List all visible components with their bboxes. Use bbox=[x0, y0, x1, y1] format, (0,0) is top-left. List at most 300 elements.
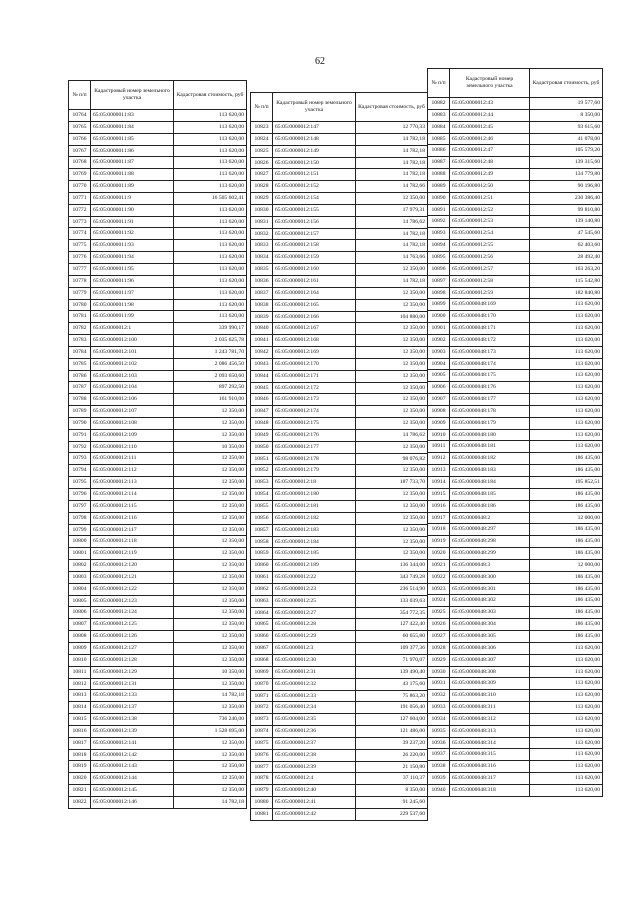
cadastral-value: 186 435,00 bbox=[530, 500, 603, 512]
table-row bbox=[69, 500, 247, 512]
table-row bbox=[428, 251, 603, 263]
row-number: 10876 bbox=[251, 749, 273, 761]
cadastral-value: 113 620,00 bbox=[530, 654, 603, 666]
cadastral-value: 14 786,62 bbox=[356, 429, 428, 441]
cadastral-number: 65:05:0000012:58 bbox=[450, 275, 530, 287]
cadastral-number: 65:05:0000012:110 bbox=[91, 441, 174, 453]
row-number: 10843 bbox=[251, 358, 273, 370]
row-number: 10932 bbox=[428, 690, 450, 702]
row-number: 10812 bbox=[69, 678, 91, 690]
table-row bbox=[251, 382, 428, 394]
cadastral-value: 14 782,18 bbox=[356, 228, 428, 240]
cadastral-value: 60 655,80 bbox=[356, 631, 428, 643]
cadastral-table-1 bbox=[68, 80, 247, 809]
cadastral-value: 113 620,00 bbox=[174, 252, 247, 264]
cadastral-value: 113 620,00 bbox=[174, 121, 247, 133]
cadastral-number: 65:05:0000012:128 bbox=[91, 654, 174, 666]
cadastral-value: 14 782,18 bbox=[356, 133, 428, 145]
table-row bbox=[69, 394, 247, 406]
cadastral-value: 12 350,00 bbox=[174, 429, 247, 441]
cadastral-number: 65:05:0000012:167 bbox=[273, 323, 356, 335]
cadastral-value: 12 350,00 bbox=[174, 607, 247, 619]
cadastral-value: 12 350,00 bbox=[356, 524, 428, 536]
table-row bbox=[428, 334, 603, 346]
table-row bbox=[69, 228, 247, 240]
table-row bbox=[251, 702, 428, 714]
cadastral-number: 65:05:0000012:40 bbox=[273, 785, 356, 797]
table-row bbox=[69, 287, 247, 299]
cadastral-value: 12 350,00 bbox=[174, 702, 247, 714]
cadastral-value: 19 577,60 bbox=[530, 98, 603, 110]
table-row bbox=[251, 133, 428, 145]
row-number: 10845 bbox=[251, 382, 273, 394]
cadastral-number: 65:05:0000012:171 bbox=[273, 370, 356, 382]
table-row bbox=[251, 607, 428, 619]
row-number: 10846 bbox=[251, 394, 273, 406]
row-number: 10860 bbox=[251, 560, 273, 572]
table-row bbox=[69, 725, 247, 737]
row-number: 10819 bbox=[69, 761, 91, 773]
row-number: 10823 bbox=[251, 122, 273, 134]
table-row bbox=[69, 536, 247, 548]
cadastral-value: 127 604,00 bbox=[356, 714, 428, 726]
cadastral-value: 113 620,00 bbox=[530, 346, 603, 358]
row-number: 10903 bbox=[428, 346, 450, 358]
cadastral-number: 65:05:0000012:173 bbox=[273, 394, 356, 406]
row-number: 10764 bbox=[69, 110, 91, 122]
cadastral-value: 343 749,28 bbox=[356, 572, 428, 584]
cadastral-value: 1 528 695,00 bbox=[174, 725, 247, 737]
table-row bbox=[69, 690, 247, 702]
table-row bbox=[251, 749, 428, 761]
row-number: 10924 bbox=[428, 595, 450, 607]
table-row bbox=[428, 98, 603, 110]
cadastral-number: 65:05:0000048:311 bbox=[450, 702, 530, 714]
cadastral-number: 65:05:0000012:46 bbox=[450, 133, 530, 145]
row-number: 10885 bbox=[428, 133, 450, 145]
row-number: 10909 bbox=[428, 417, 450, 429]
row-number: 10794 bbox=[69, 465, 91, 477]
row-number: 10935 bbox=[428, 725, 450, 737]
table-row bbox=[251, 536, 428, 548]
cadastral-number: 65:05:0000012:179 bbox=[273, 465, 356, 477]
cadastral-value: 12 350,00 bbox=[356, 335, 428, 347]
cadastral-number: 65:05:0000012:149 bbox=[273, 145, 356, 157]
cadastral-value: 136 344,00 bbox=[356, 560, 428, 572]
cadastral-number: 65:05:0000048:307 bbox=[450, 654, 530, 666]
cadastral-number: 65:05:0000012:116 bbox=[91, 512, 174, 524]
cadastral-number: 65:05:0000012:56 bbox=[450, 251, 530, 263]
cadastral-value: 14 782,18 bbox=[356, 275, 428, 287]
row-number: 10826 bbox=[251, 157, 273, 169]
cadastral-number: 65:05:0000012:50 bbox=[450, 180, 530, 192]
cadastral-number: 65:05:0000048:304 bbox=[450, 619, 530, 631]
cadastral-number: 65:05:0000012:33 bbox=[273, 690, 356, 702]
row-number: 10801 bbox=[69, 548, 91, 560]
cadastral-value: 113 620,00 bbox=[530, 737, 603, 749]
row-number: 10774 bbox=[69, 228, 91, 240]
row-number: 10880 bbox=[251, 797, 273, 809]
cadastral-value: 236 514,90 bbox=[356, 583, 428, 595]
cadastral-value: 115 542,80 bbox=[530, 275, 603, 287]
header-cadastral-value: Кадастровая стоимость, руб bbox=[356, 93, 428, 122]
cadastral-value: 139 140,80 bbox=[530, 216, 603, 228]
row-number: 10917 bbox=[428, 512, 450, 524]
cadastral-value: 139 490,40 bbox=[356, 666, 428, 678]
cadastral-value: 134 779,80 bbox=[530, 169, 603, 181]
table-row bbox=[428, 405, 603, 417]
table-row bbox=[251, 418, 428, 430]
cadastral-number: 65:05:0000012:106 bbox=[91, 394, 174, 406]
cadastral-value: 113 620,00 bbox=[530, 773, 603, 785]
table-row bbox=[251, 429, 428, 441]
row-number: 10908 bbox=[428, 405, 450, 417]
table-row bbox=[69, 417, 247, 429]
cadastral-value: 897 292,50 bbox=[174, 382, 247, 394]
table-row bbox=[428, 465, 603, 477]
table-row bbox=[251, 287, 428, 299]
cadastral-number: 65:05:0000012:182 bbox=[273, 512, 356, 524]
row-number: 10769 bbox=[69, 169, 91, 181]
row-number: 10770 bbox=[69, 181, 91, 193]
table-row bbox=[251, 181, 428, 193]
cadastral-value: 12 350,00 bbox=[356, 193, 428, 205]
row-number: 10859 bbox=[251, 548, 273, 560]
row-number: 10824 bbox=[251, 133, 273, 145]
row-number: 10804 bbox=[69, 583, 91, 595]
row-number: 10930 bbox=[428, 666, 450, 678]
cadastral-number: 65:05:0000012:131 bbox=[91, 678, 174, 690]
table-row bbox=[251, 299, 428, 311]
cadastral-value: 12 350,00 bbox=[174, 595, 247, 607]
cadastral-number: 65:05:0000048:179 bbox=[450, 417, 530, 429]
cadastral-value: 186 435,00 bbox=[530, 453, 603, 465]
cadastral-number: 65:05:0000012:120 bbox=[91, 560, 174, 572]
table-row bbox=[251, 548, 428, 560]
table-row bbox=[69, 370, 247, 382]
cadastral-value: 12 350,00 bbox=[174, 737, 247, 749]
cadastral-number: 65:05:0000012:126 bbox=[91, 631, 174, 643]
cadastral-value: 113 620,00 bbox=[174, 181, 247, 193]
cadastral-number: 65:05:0000012:158 bbox=[273, 240, 356, 252]
cadastral-number: 65:05:0000012:151 bbox=[273, 169, 356, 181]
cadastral-number: 65:05:0000048:172 bbox=[450, 334, 530, 346]
row-number: 10897 bbox=[428, 275, 450, 287]
cadastral-value: 12 350,00 bbox=[356, 264, 428, 276]
row-number: 10871 bbox=[251, 690, 273, 702]
cadastral-number: 65:05:0000012:111 bbox=[91, 453, 174, 465]
row-number: 10891 bbox=[428, 204, 450, 216]
row-number: 10920 bbox=[428, 548, 450, 560]
row-number: 10802 bbox=[69, 560, 91, 572]
header-cadastral-number: Кадастровый номер земельного участка bbox=[91, 81, 174, 110]
table-row bbox=[69, 465, 247, 477]
cadastral-number: 65:05:0000012:113 bbox=[91, 477, 174, 489]
cadastral-value: 113 620,00 bbox=[530, 713, 603, 725]
table-row bbox=[251, 583, 428, 595]
row-number: 10835 bbox=[251, 264, 273, 276]
cadastral-value: 12 000,00 bbox=[530, 512, 603, 524]
row-number: 10902 bbox=[428, 334, 450, 346]
row-number: 10829 bbox=[251, 193, 273, 205]
table-row bbox=[69, 560, 247, 572]
row-number: 10821 bbox=[69, 785, 91, 797]
row-number: 10771 bbox=[69, 192, 91, 204]
row-number: 10884 bbox=[428, 121, 450, 133]
row-number: 10865 bbox=[251, 619, 273, 631]
cadastral-number: 65:05:0000012:161 bbox=[273, 275, 356, 287]
cadastral-number: 65:05:0000012:159 bbox=[273, 252, 356, 264]
row-number: 10873 bbox=[251, 714, 273, 726]
cadastral-value: 113 620,00 bbox=[530, 394, 603, 406]
row-number: 10934 bbox=[428, 713, 450, 725]
cadastral-number: 65:05:0000012:166 bbox=[273, 311, 356, 323]
table-row bbox=[251, 311, 428, 323]
cadastral-value: 12 350,00 bbox=[174, 548, 247, 560]
table-row bbox=[69, 737, 247, 749]
cadastral-value: 12 350,00 bbox=[174, 773, 247, 785]
cadastral-number: 65:05:0000012:178 bbox=[273, 453, 356, 465]
table-row bbox=[428, 275, 603, 287]
cadastral-number: 65:05:0000012:160 bbox=[273, 264, 356, 276]
table-row bbox=[69, 263, 247, 275]
cadastral-value: 37 110,37 bbox=[356, 773, 428, 785]
table-row bbox=[251, 465, 428, 477]
cadastral-number: 65:05:0000048:305 bbox=[450, 630, 530, 642]
table-row bbox=[251, 323, 428, 335]
row-number: 10844 bbox=[251, 370, 273, 382]
table-row bbox=[69, 678, 247, 690]
cadastral-value: 113 620,00 bbox=[174, 228, 247, 240]
header-num: № п/п bbox=[69, 81, 91, 110]
row-number: 10919 bbox=[428, 536, 450, 548]
cadastral-number: 65:05:0000011:92 bbox=[91, 228, 174, 240]
row-number: 10841 bbox=[251, 335, 273, 347]
row-number: 10818 bbox=[69, 749, 91, 761]
row-number: 10939 bbox=[428, 773, 450, 785]
cadastral-number: 65:05:0000048:182 bbox=[450, 453, 530, 465]
row-number: 10888 bbox=[428, 169, 450, 181]
cadastral-number: 65:05:0000048:298 bbox=[450, 536, 530, 548]
row-number: 10800 bbox=[69, 536, 91, 548]
table-row bbox=[69, 169, 247, 181]
cadastral-value: 113 620,00 bbox=[530, 429, 603, 441]
row-number: 10780 bbox=[69, 299, 91, 311]
row-number: 10910 bbox=[428, 429, 450, 441]
cadastral-value: 133 039,63 bbox=[356, 595, 428, 607]
row-number: 10849 bbox=[251, 429, 273, 441]
table-row bbox=[251, 228, 428, 240]
cadastral-value: 12 350,00 bbox=[356, 299, 428, 311]
table-row bbox=[251, 252, 428, 264]
table-row bbox=[428, 500, 603, 512]
table-row bbox=[428, 477, 603, 489]
cadastral-value: 195 852,51 bbox=[530, 477, 603, 489]
cadastral-number: 65:05:0000048:316 bbox=[450, 761, 530, 773]
table-row bbox=[251, 666, 428, 678]
row-number: 10936 bbox=[428, 737, 450, 749]
cadastral-number: 65:05:0000012:29 bbox=[273, 631, 356, 643]
cadastral-number: 65:05:0000011:93 bbox=[91, 240, 174, 252]
cadastral-value: 186 435,00 bbox=[530, 583, 603, 595]
cadastral-value: 121 486,00 bbox=[356, 726, 428, 738]
row-number: 10854 bbox=[251, 489, 273, 501]
cadastral-number: 65:05:0000048:308 bbox=[450, 666, 530, 678]
row-number: 10856 bbox=[251, 512, 273, 524]
cadastral-number: 65:05:0000012:157 bbox=[273, 228, 356, 240]
row-number: 10933 bbox=[428, 702, 450, 714]
cadastral-value: 186 435,00 bbox=[530, 619, 603, 631]
cadastral-number: 65:05:0000012:25 bbox=[273, 595, 356, 607]
table-row bbox=[251, 477, 428, 489]
cadastral-number: 65:05:0000011:85 bbox=[91, 133, 174, 145]
cadastral-number: 65:05:0000012:27 bbox=[273, 607, 356, 619]
cadastral-value: 113 620,00 bbox=[174, 216, 247, 228]
table-row bbox=[251, 797, 428, 809]
table-row bbox=[251, 560, 428, 572]
row-number: 10816 bbox=[69, 725, 91, 737]
cadastral-number: 65:05:0000011:91 bbox=[91, 216, 174, 228]
row-number: 10776 bbox=[69, 252, 91, 264]
cadastral-value: 12 350,00 bbox=[174, 678, 247, 690]
cadastral-value: 12 350,00 bbox=[356, 548, 428, 560]
table-row bbox=[428, 453, 603, 465]
cadastral-value: 21 150,80 bbox=[356, 761, 428, 773]
cadastral-number: 65:05:0000012:125 bbox=[91, 619, 174, 631]
cadastral-number: 65:05:0000048:175 bbox=[450, 370, 530, 382]
table-row bbox=[69, 181, 247, 193]
cadastral-value: 12 000,00 bbox=[530, 559, 603, 571]
table-row bbox=[428, 370, 603, 382]
table-row bbox=[69, 429, 247, 441]
row-number: 10783 bbox=[69, 335, 91, 347]
cadastral-value: 113 620,00 bbox=[530, 666, 603, 678]
row-number: 10929 bbox=[428, 654, 450, 666]
cadastral-number: 65:05:0000012:142 bbox=[91, 749, 174, 761]
header-cadastral-value: Кадастровая стоимость, руб bbox=[174, 81, 247, 110]
row-number: 10808 bbox=[69, 631, 91, 643]
row-number: 10923 bbox=[428, 583, 450, 595]
cadastral-number: 65:05:0000012:155 bbox=[273, 204, 356, 216]
cadastral-value: 12 350,00 bbox=[174, 512, 247, 524]
cadastral-number: 65:05:0000012:165 bbox=[273, 299, 356, 311]
row-number: 10900 bbox=[428, 311, 450, 323]
row-number: 10768 bbox=[69, 157, 91, 169]
cadastral-number: 65:05:0000012:54 bbox=[450, 228, 530, 240]
table-row bbox=[69, 714, 247, 726]
cadastral-number: 65:05:0000012:31 bbox=[273, 666, 356, 678]
row-number: 10940 bbox=[428, 784, 450, 796]
cadastral-number: 65:05:0000048:176 bbox=[450, 382, 530, 394]
row-number: 10830 bbox=[251, 204, 273, 216]
table-row bbox=[428, 358, 603, 370]
cadastral-number: 65:05:0000012:34 bbox=[273, 702, 356, 714]
row-number: 10822 bbox=[69, 796, 91, 808]
cadastral-number: 65:05:0000012:181 bbox=[273, 501, 356, 513]
table-row bbox=[69, 252, 247, 264]
table-row bbox=[251, 193, 428, 205]
cadastral-value: 113 620,00 bbox=[530, 725, 603, 737]
cadastral-value: 14 786,62 bbox=[356, 216, 428, 228]
cadastral-value: 12 350,00 bbox=[174, 619, 247, 631]
row-number: 10820 bbox=[69, 773, 91, 785]
table-row bbox=[251, 264, 428, 276]
cadastral-value: 182 840,80 bbox=[530, 287, 603, 299]
cadastral-value: 90 196,80 bbox=[530, 180, 603, 192]
table-row bbox=[428, 394, 603, 406]
cadastral-number: 65:05:0000011:99 bbox=[91, 311, 174, 323]
cadastral-value: 186 435,00 bbox=[530, 524, 603, 536]
cadastral-value: 104 880,00 bbox=[356, 311, 428, 323]
table-row bbox=[428, 713, 603, 725]
table-row bbox=[428, 192, 603, 204]
cadastral-number: 65:05:0000048:177 bbox=[450, 394, 530, 406]
row-number: 10839 bbox=[251, 311, 273, 323]
cadastral-value: 113 620,00 bbox=[530, 690, 603, 702]
row-number: 10795 bbox=[69, 477, 91, 489]
cadastral-table-2 bbox=[250, 92, 428, 821]
table-row bbox=[251, 808, 428, 820]
cadastral-number: 65:05:0000012:41 bbox=[273, 797, 356, 809]
cadastral-number: 65:05:0000012:45 bbox=[450, 121, 530, 133]
cadastral-value: 113 620,00 bbox=[174, 145, 247, 157]
cadastral-number: 65:05:0000012:114 bbox=[91, 489, 174, 501]
cadastral-number: 65:05:0000048:170 bbox=[450, 311, 530, 323]
cadastral-number: 65:05:0000012:18 bbox=[273, 477, 356, 489]
cadastral-number: 65:05:0000012:124 bbox=[91, 607, 174, 619]
row-number: 10904 bbox=[428, 358, 450, 370]
table-row bbox=[251, 157, 428, 169]
cadastral-value: 12 350,00 bbox=[174, 453, 247, 465]
cadastral-number: 65:05:0000012:164 bbox=[273, 287, 356, 299]
row-number: 10792 bbox=[69, 441, 91, 453]
row-number: 10918 bbox=[428, 524, 450, 536]
table-row bbox=[251, 453, 428, 465]
cadastral-value: 12 350,00 bbox=[356, 287, 428, 299]
table-row bbox=[69, 619, 247, 631]
table-row bbox=[69, 121, 247, 133]
cadastral-number: 65:05:0000048:317 bbox=[450, 773, 530, 785]
row-number: 10817 bbox=[69, 737, 91, 749]
cadastral-number: 65:05:0000012:35 bbox=[273, 714, 356, 726]
row-number: 10836 bbox=[251, 275, 273, 287]
row-number: 10875 bbox=[251, 737, 273, 749]
row-number: 10852 bbox=[251, 465, 273, 477]
table-row bbox=[69, 666, 247, 678]
cadastral-value: 113 620,00 bbox=[530, 405, 603, 417]
cadastral-value: 12 350,00 bbox=[356, 489, 428, 501]
table-row bbox=[251, 169, 428, 181]
cadastral-value: 736 240,00 bbox=[174, 714, 247, 726]
table-row bbox=[428, 157, 603, 169]
row-number: 10811 bbox=[69, 666, 91, 678]
cadastral-value: 12 350,00 bbox=[174, 489, 247, 501]
table-row bbox=[428, 784, 603, 796]
cadastral-value: 2 093 650,60 bbox=[174, 370, 247, 382]
cadastral-value: 12 350,00 bbox=[356, 347, 428, 359]
cadastral-value: 43 175,60 bbox=[356, 678, 428, 690]
table-row bbox=[251, 714, 428, 726]
table-row bbox=[428, 417, 603, 429]
cadastral-number: 65:05:0000012:115 bbox=[91, 500, 174, 512]
cadastral-value: 113 620,00 bbox=[174, 275, 247, 287]
row-number: 10928 bbox=[428, 642, 450, 654]
table-row bbox=[69, 346, 247, 358]
table-row bbox=[69, 571, 247, 583]
cadastral-value: 113 620,00 bbox=[530, 311, 603, 323]
row-number: 10883 bbox=[428, 109, 450, 121]
row-number: 10834 bbox=[251, 252, 273, 264]
